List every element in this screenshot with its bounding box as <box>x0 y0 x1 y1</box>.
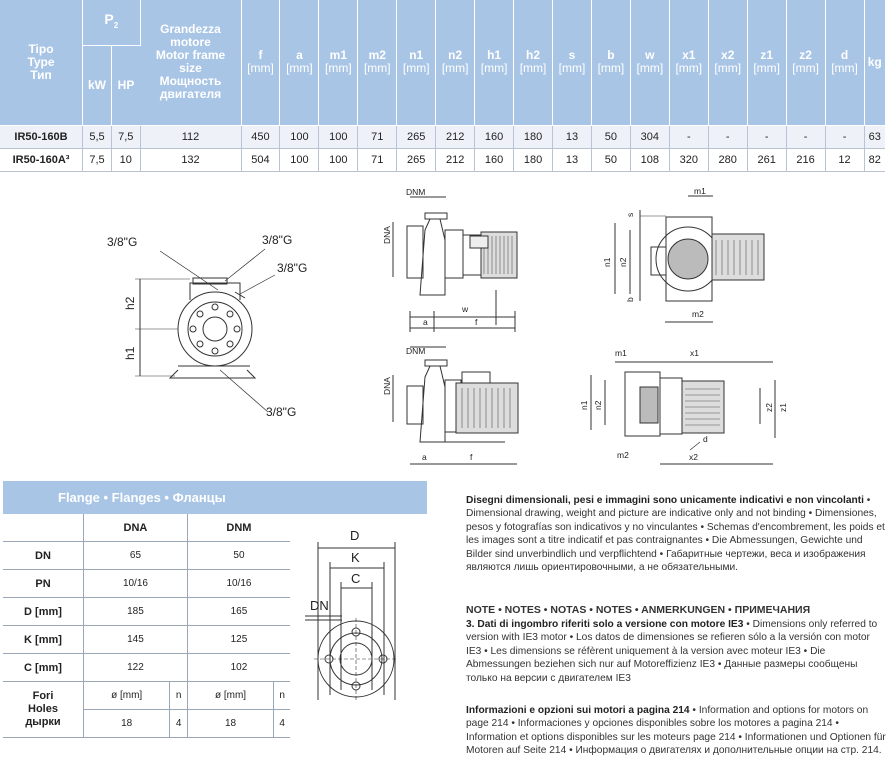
p2-header: $P_2$ <box>83 0 141 45</box>
flange-col-dna: DNA <box>84 514 188 542</box>
thread-label: 3/8"G <box>107 235 138 249</box>
cell: 71 <box>358 125 397 148</box>
cell: 160 <box>475 125 514 148</box>
col-header: w [mm] <box>630 0 669 125</box>
row-label: PN <box>3 570 84 598</box>
col-header: h1 [mm] <box>475 0 514 125</box>
notes-title: NOTE • NOTES • NOTAS • NOTES • ANMERKUNGEN • ПРИМЕЧАНИЯ <box>466 604 811 616</box>
col-header: x2 [mm] <box>708 0 747 125</box>
cell: 212 <box>436 148 475 171</box>
cell: 160 <box>475 148 514 171</box>
cell: - <box>825 125 864 148</box>
cell: 125 <box>187 626 290 654</box>
cell: 10/16 <box>84 570 188 598</box>
dim-label: w <box>462 304 469 314</box>
dim-label: DN <box>310 598 329 613</box>
cell: 320 <box>669 148 708 171</box>
dim-label: m1 <box>694 186 706 196</box>
row-label: DN <box>3 542 84 570</box>
col-header: z2 [mm] <box>786 0 825 125</box>
flange-table <box>3 514 290 738</box>
cell: 280 <box>708 148 747 171</box>
row-label: C [mm] <box>3 654 84 682</box>
dim-label: s <box>625 212 635 217</box>
col-header: x1 [mm] <box>669 0 708 125</box>
cell: 185 <box>84 598 188 626</box>
cell: 145 <box>84 626 188 654</box>
cell: - <box>708 125 747 148</box>
table-row <box>3 542 290 570</box>
cell: 102 <box>187 654 290 682</box>
cell: 5,5 <box>83 125 112 148</box>
cell: 65 <box>84 542 188 570</box>
cell: 261 <box>747 148 786 171</box>
cell: 100 <box>319 125 358 148</box>
thread-label: 3/8"G <box>277 261 308 275</box>
cell: 112 <box>140 125 241 148</box>
row-label: D [mm] <box>3 598 84 626</box>
table-row <box>0 148 885 171</box>
side-view-drawing-1 <box>393 197 517 332</box>
dim-label: h2 <box>123 296 137 310</box>
cell: 265 <box>397 125 436 148</box>
dim-label: h1 <box>123 346 137 360</box>
cell: - <box>747 125 786 148</box>
cell: 100 <box>319 148 358 171</box>
technical-drawings <box>0 180 889 480</box>
dim-label: m2 <box>617 450 629 460</box>
cell: 63 <box>864 125 885 148</box>
dim-label: m2 <box>692 309 704 319</box>
cell: 100 <box>280 125 319 148</box>
cell: 122 <box>84 654 188 682</box>
cell: 7,5 <box>112 125 141 148</box>
dim-label: K <box>351 550 360 565</box>
dimensions-table <box>0 0 885 172</box>
dim-label: x1 <box>690 348 699 358</box>
top-view-drawing-2 <box>591 362 775 464</box>
table-row <box>3 654 290 682</box>
cell: IR50-160B <box>0 125 83 148</box>
col-header: f [mm] <box>241 0 280 125</box>
dim-label: z1 <box>778 403 788 412</box>
row-label: K [mm] <box>3 626 84 654</box>
col-header: n1 [mm] <box>397 0 436 125</box>
flange-col-dnm: DNM <box>187 514 290 542</box>
dim-label: DNM <box>406 187 426 197</box>
table-row <box>3 598 290 626</box>
dim-label: DNA <box>382 226 392 244</box>
dim-label: DNM <box>406 346 426 356</box>
dim-label: n2 <box>593 400 603 410</box>
dim-label: n1 <box>602 257 612 267</box>
cell: - <box>669 125 708 148</box>
cell: 304 <box>630 125 669 148</box>
cell: n <box>274 682 290 710</box>
cell: 18 <box>84 710 170 738</box>
cell: 18 <box>187 710 273 738</box>
col-header: z1 [mm] <box>747 0 786 125</box>
kg-header: kg <box>864 0 885 125</box>
col-header: m1 [mm] <box>319 0 358 125</box>
cell: 165 <box>187 598 290 626</box>
cell: 12 <box>825 148 864 171</box>
cell: 50 <box>187 542 290 570</box>
dim-label: d <box>703 434 708 444</box>
cell: - <box>786 125 825 148</box>
flange-title: Flange • Flanges • Фланцы <box>3 481 427 514</box>
thread-label: 3/8"G <box>262 233 293 247</box>
col-header: d [mm] <box>825 0 864 125</box>
cell: ø [mm] <box>84 682 170 710</box>
cell: 13 <box>553 125 592 148</box>
cell: 82 <box>864 148 885 171</box>
hp-header: HP <box>112 45 141 125</box>
cell: 216 <box>786 148 825 171</box>
table-row <box>0 125 885 148</box>
col-header: s [mm] <box>553 0 592 125</box>
cell: n <box>170 682 188 710</box>
cell: 50 <box>591 148 630 171</box>
front-view-drawing <box>135 249 275 412</box>
cell: 100 <box>280 148 319 171</box>
cell: 180 <box>514 125 553 148</box>
cell: 108 <box>630 148 669 171</box>
cell: 50 <box>591 125 630 148</box>
cell: 4 <box>170 710 188 738</box>
cell: 212 <box>436 125 475 148</box>
dim-label: x2 <box>689 452 698 462</box>
cell: ø [mm] <box>187 682 273 710</box>
dim-label: m1 <box>615 348 627 358</box>
cell: 10/16 <box>187 570 290 598</box>
dim-label: D <box>350 528 360 543</box>
cell: 13 <box>553 148 592 171</box>
motor-info-text: Informazioni e opzioni sui motori a pagina 214 • Information and options for motors on page 214 • Informaciones y opciones disponibles sobre los motores a pagina 214 • Information et options disponibles sur les moteurs page 214 • Informationen und Optionen für Motoren auf Seite 214 • Информация о двигателях и дополнительные опции на стр. 214. <box>466 705 886 757</box>
end-view-drawing-1 <box>615 196 764 322</box>
dim-label: z2 <box>764 403 774 412</box>
thread-label: 3/8"G <box>266 405 297 419</box>
side-view-drawing-2 <box>393 347 518 464</box>
dim-label: C <box>351 571 361 586</box>
flange-drawing <box>290 520 430 720</box>
table-row <box>3 570 290 598</box>
cell: 132 <box>140 148 241 171</box>
col-header: b [mm] <box>591 0 630 125</box>
col-header: a [mm] <box>280 0 319 125</box>
dim-label: DNA <box>382 377 392 395</box>
note-3: 3. Dati di ingombro riferiti solo a versione con motore IE3 • Dimensions only referred to version with IE3 motor • Los datos de dimensiones se refieren sólo a la versión con motor IE3 • Les dimensions se réfèrent uniquement à la version avec moteur IE3 • Die Abmessungen beziehen sich nur auf Motoreffizienz IE3 • Данные размеры сообщены только на версии с двигателем IE3 <box>466 619 878 684</box>
col-header: m2 [mm] <box>358 0 397 125</box>
dim-label: b <box>625 297 635 302</box>
cell: IR50-160A³ <box>0 148 83 171</box>
kw-header: kW <box>83 45 112 125</box>
table-row <box>3 682 290 710</box>
disclaimer-text: Disegni dimensionali, pesi e immagini sono unicamente indicativi e non vincolanti • Dimensional drawing, weight and picture are indicative only and not binding • Dimensiones, pesos y fotografías son indicativos y no vinculantes • Schemas d'encombrement, les poids et les images sont a titre indicatif et pas contraignantes • Die Abmessungen, Gewichte und Bilder sind unverbindlich und verpflichtend • Габаритные чертежи, веса и изображения являются лишь ориентировочными, а не обязательными. <box>466 495 885 574</box>
dim-label: f <box>470 452 473 462</box>
col-header: h2 [mm] <box>514 0 553 125</box>
cell: 10 <box>112 148 141 171</box>
dim-label: f <box>475 317 478 327</box>
holes-label: Fori Holes дырки <box>3 682 84 738</box>
dim-label: n1 <box>579 400 589 410</box>
cell: 504 <box>241 148 280 171</box>
type-header: Tipo Type Тип <box>0 0 83 125</box>
frame-header: Grandezza motore Motor frame size Мощность двигателя <box>140 0 241 125</box>
cell: 7,5 <box>83 148 112 171</box>
cell: 71 <box>358 148 397 171</box>
dim-label: n2 <box>618 257 628 267</box>
dim-label: a <box>423 317 428 327</box>
cell: 4 <box>274 710 290 738</box>
table-row <box>3 626 290 654</box>
col-header: n2 [mm] <box>436 0 475 125</box>
dim-label: a <box>422 452 427 462</box>
cell: 450 <box>241 125 280 148</box>
cell: 265 <box>397 148 436 171</box>
cell: 180 <box>514 148 553 171</box>
